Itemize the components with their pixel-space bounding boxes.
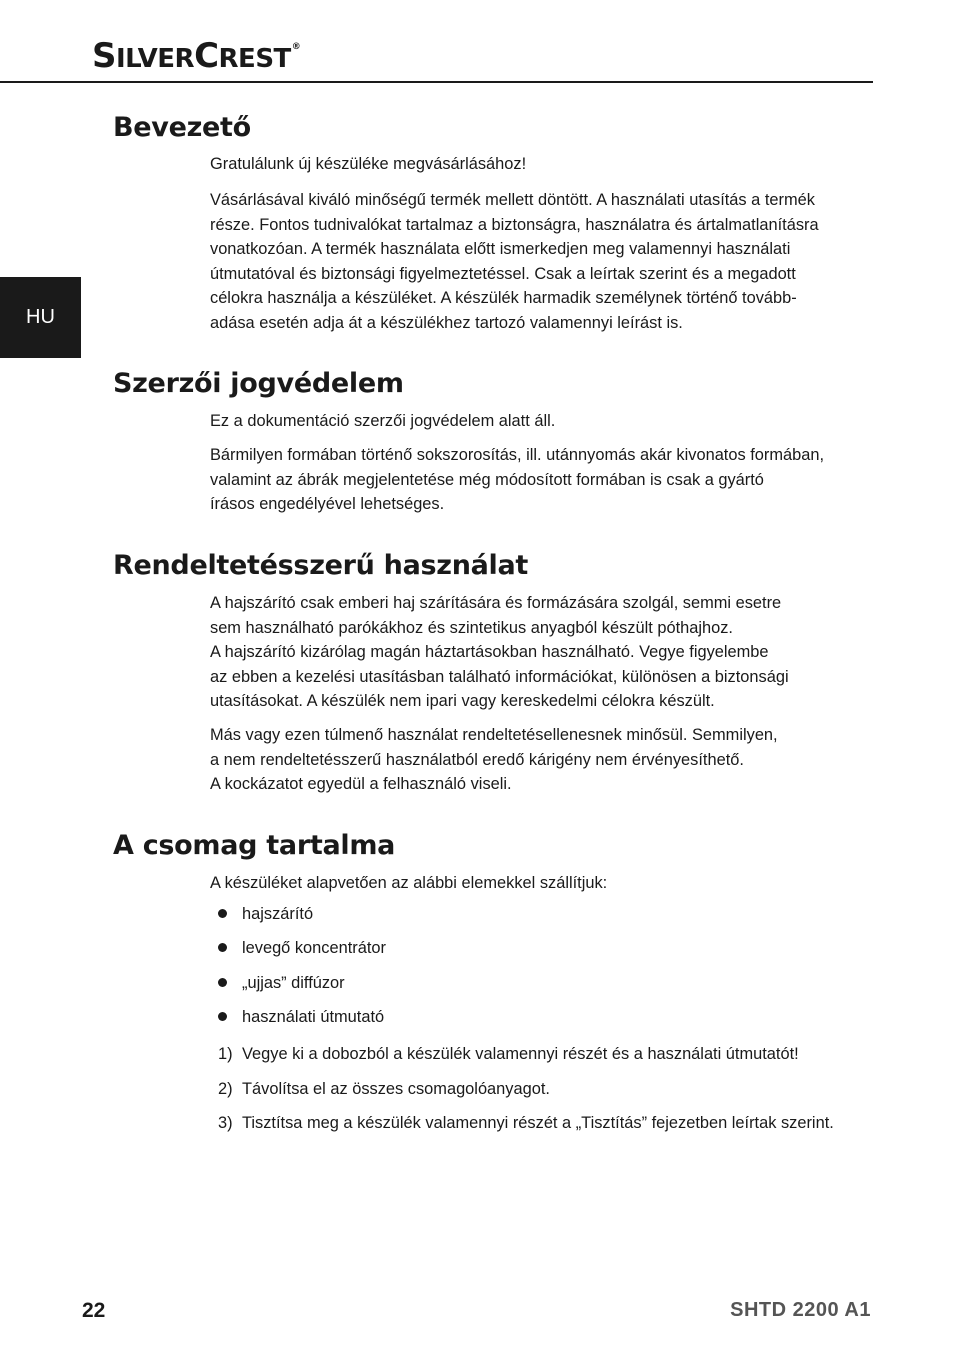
logo-letter-c: C xyxy=(194,36,219,76)
text-line: írásos engedélyével lehetséges. xyxy=(210,495,445,513)
list-item xyxy=(218,1008,384,1027)
brand-logo xyxy=(92,36,300,76)
bullet-icon xyxy=(218,978,227,987)
step-item xyxy=(218,1045,799,1064)
step-number: 3) xyxy=(218,1114,233,1132)
text-line: az ebben a kezelési utasításban található információkat, különösen a biztonsági xyxy=(210,667,789,686)
text-line: A hajszárító kizárólag magán háztartásokban használható. Vegye figyelembe xyxy=(210,643,769,661)
model-number: SHTD 2200 A1 xyxy=(730,1299,871,1321)
page-number: 22 xyxy=(82,1299,106,1322)
section-title-intro: Bevezető xyxy=(113,112,251,143)
header-divider xyxy=(0,81,873,83)
section-title-intended-use: Rendeltetésszerű használat xyxy=(113,550,529,581)
text-line: adása esetén adja át a készülékhez tartozó valamennyi leírást is. xyxy=(210,313,683,332)
text-line: Bármilyen formában történő sokszorosítás, ill. utánnyomás akár kivonatos formában, xyxy=(210,446,825,464)
step-text: Távolítsa el az összes csomagolóanyagot. xyxy=(242,1080,550,1098)
step-text: Tisztítsa meg a készülék valamennyi részét a „Tisztítás” fejezetben leírtak szerint. xyxy=(242,1114,834,1132)
text-line: célokra használja a készüléket. A készülék harmadik személynek történő tovább- xyxy=(210,289,797,307)
section-title-package: A csomag tartalma xyxy=(113,830,396,861)
section-title-copyright: Szerzői jogvédelem xyxy=(113,368,404,399)
text-line: sem használható parókákhoz és szintetikus anyagból készült póthajhoz. xyxy=(210,618,733,637)
logo-registered-mark: ® xyxy=(291,42,301,52)
list-item-text: levegő koncentrátor xyxy=(242,939,386,957)
bullet-icon xyxy=(218,1012,227,1021)
text-line: a nem rendeltetésszerű használatból eredő kárigény nem érvényesíthető. xyxy=(210,750,744,769)
list-item xyxy=(218,905,313,924)
text-line: Vásárlásával kiváló minőségű termék mellett döntött. A használati utasítás a termék xyxy=(210,191,815,209)
copyright-paragraph-2 xyxy=(210,443,850,517)
list-item-text: hajszárító xyxy=(242,905,314,923)
text-line: valamint az ábrák megjelentetése még módosított formában is csak a gyártó xyxy=(210,470,764,489)
logo-letter-s: S xyxy=(92,36,116,76)
intro-paragraph-1: Gratulálunk új készüléke megvásárlásához! xyxy=(210,155,527,173)
text-line: Más vagy ezen túlmenő használat rendeltetésellenesnek minősül. Semmilyen, xyxy=(210,726,778,744)
step-item xyxy=(218,1114,834,1133)
language-tab: HU xyxy=(0,277,81,358)
text-line: útmutatóval és biztonsági figyelmeztetéssel. Csak a leírtak szerint és a megadott xyxy=(210,264,796,283)
list-item xyxy=(218,974,345,993)
logo-text-ilver: ILVER xyxy=(116,44,195,74)
text-line: A hajszárító csak emberi haj szárítására és formázására szolgál, semmi esetre xyxy=(210,594,782,612)
package-intro: A készüléket alapvetően az alábbi elemekkel szállítjuk: xyxy=(210,874,608,892)
text-line: része. Fontos tudnivalókat tartalmaz a biztonságra, használatra és ártalmatlanításra xyxy=(210,215,819,234)
step-number: 2) xyxy=(218,1080,233,1098)
text-line: A kockázatot egyedül a felhasználó viseli. xyxy=(210,775,512,793)
copyright-paragraph-1: Ez a dokumentáció szerzői jogvédelem alatt áll. xyxy=(210,412,556,430)
logo-text-rest: REST xyxy=(218,44,291,74)
step-item xyxy=(218,1080,550,1099)
list-item-text: használati útmutató xyxy=(242,1008,385,1026)
list-item xyxy=(218,939,386,958)
step-text: Vegye ki a dobozból a készülék valamennyi részét és a használati útmutatót! xyxy=(242,1045,799,1063)
list-item-text: „ujjas” diffúzor xyxy=(242,974,345,992)
bullet-icon xyxy=(218,909,227,918)
text-line: vonatkozóan. A termék használata előtt ismerkedjen meg valamennyi használati xyxy=(210,240,791,258)
intro-paragraph-2 xyxy=(210,188,850,335)
text-line: utasításokat. A készülék nem ipari vagy kereskedelmi célokra készült. xyxy=(210,692,715,710)
step-number: 1) xyxy=(218,1045,233,1063)
intended-use-paragraph-2 xyxy=(210,723,850,797)
bullet-icon xyxy=(218,943,227,952)
intended-use-paragraph-1 xyxy=(210,591,850,714)
